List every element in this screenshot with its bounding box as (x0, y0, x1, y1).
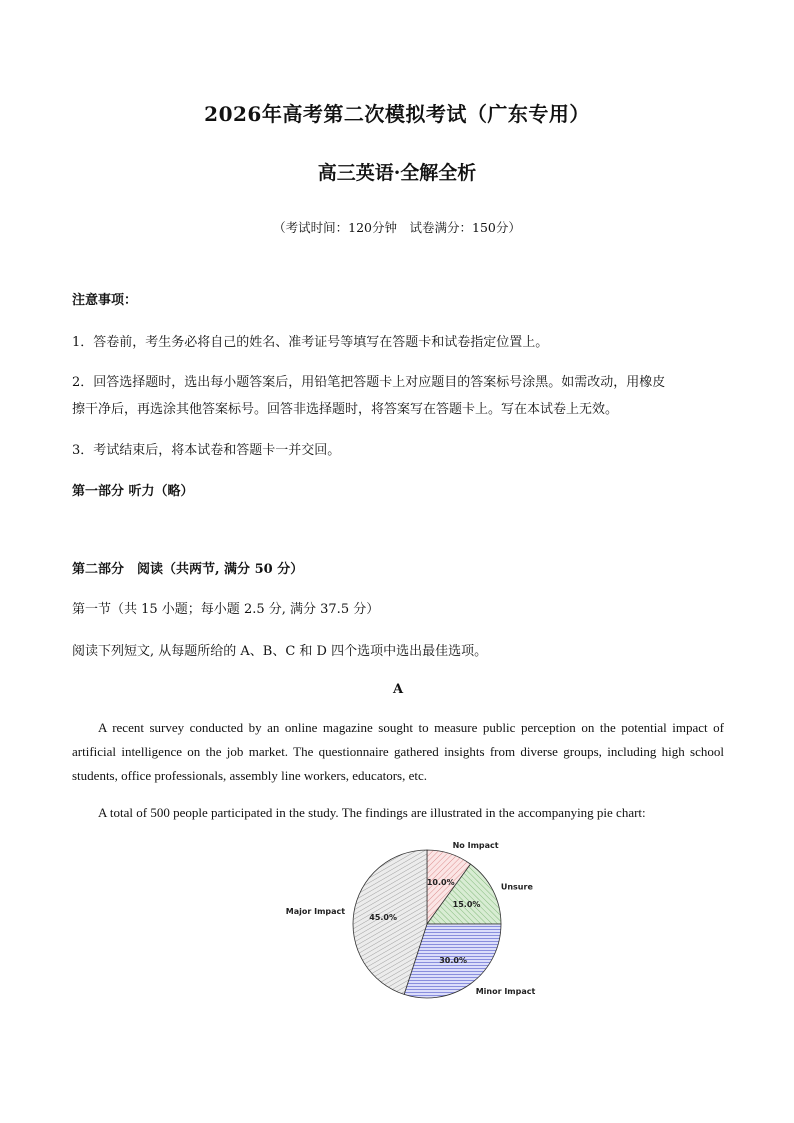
notice-item-2: 2．回答选择题时，选出每小题答案后，用铅笔把答题卡上对应题目的答案标号涂黑。如需改动，用橡皮 (72, 375, 666, 390)
notice-item-3: 3．考试结束后，将本试卷和答题卡一并交回。 (72, 443, 341, 458)
pie-category-label: Minor Impact (475, 987, 536, 997)
part2-heading: 第二部分 阅读（共两节, 满分 50 分） (72, 562, 304, 577)
passage-label: A (392, 682, 404, 697)
pie-category-label: Unsure (500, 882, 533, 892)
pie-category-label: Major Impact (285, 907, 346, 917)
pie-value-label: 30.0% (439, 955, 467, 965)
notice-item-1: 1．答卷前，考生务必将自己的姓名、准考证号等填写在答题卡和试卷指定位置上。 (72, 335, 549, 350)
pie-category-label: No Impact (452, 841, 499, 851)
section1-heading: 第一节（共 15 小题；每小题 2.5 分, 满分 37.5 分） (72, 602, 380, 617)
pie-value-label: 15.0% (452, 899, 481, 909)
exam-info: （考试时间：120分钟 试卷满分：150分） (273, 220, 521, 235)
notice-item-2-cont: 擦干净后，再选涂其他答案标号。回答非选择题时，将答案写在答题卡上。写在本试卷上无效。 (72, 402, 619, 417)
part1-heading: 第一部分 听力（略） (72, 484, 194, 499)
passage-paragraph-2: A total of 500 people participated in the study. The findings are illustrated in the accompanying pie chart: (98, 805, 646, 820)
page-title: 2026年高考第二次模拟考试（广东专用） (204, 102, 590, 126)
pie-chart (270, 838, 560, 1008)
notice-heading: 注意事项： (72, 293, 138, 308)
page-subtitle: 高三英语·全解全析 (317, 162, 477, 184)
passage-paragraph-1: A recent survey conducted by an online magazine sought to measure public perception on the potential impact of artificial intelligence on the job market. The questionnaire gathered insights from diverse groups, including high school students, office professionals, assembly line workers, educators, etc. (72, 720, 724, 783)
pie-value-label: 10.0% (426, 877, 455, 887)
pie-value-label: 45.0% (369, 913, 398, 923)
reading-instruction: 阅读下列短文, 从每题所给的 A、B、C 和 D 四个选项中选出最佳选项。 (72, 644, 488, 659)
